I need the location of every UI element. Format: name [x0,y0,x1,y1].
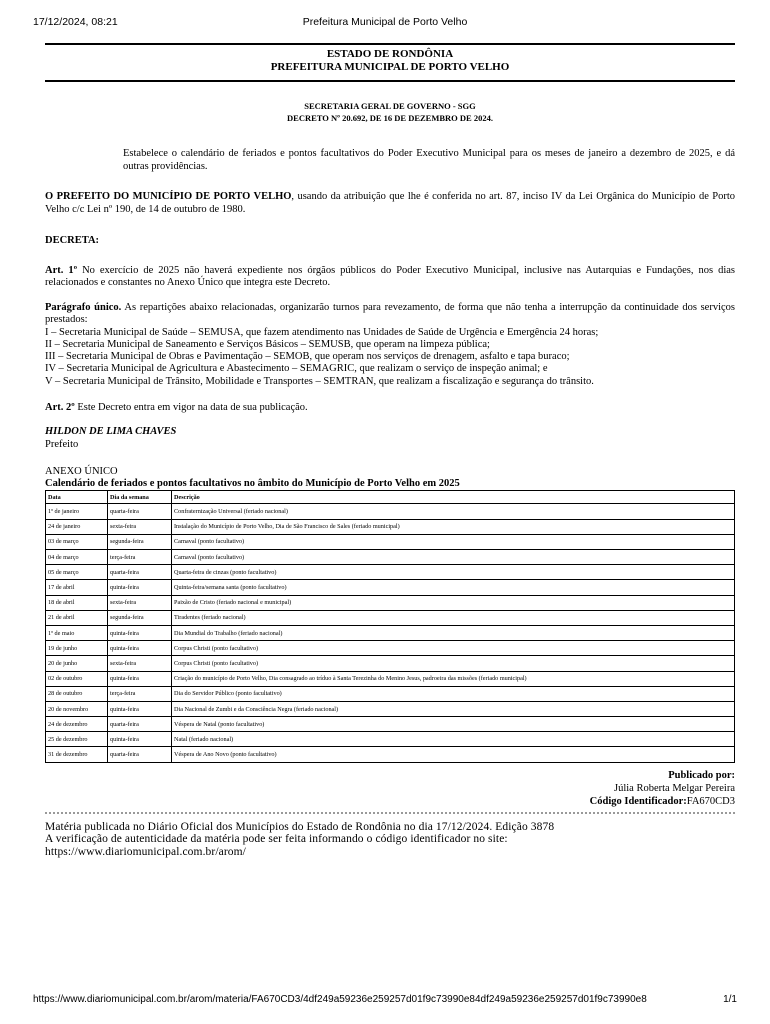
article-1-label: Art. 1º [45,264,78,276]
cell-description: Corpus Christi (ponto facultativo) [172,656,735,671]
table-row [46,610,735,625]
cell-date: 04 de março [46,550,108,565]
signer-name: HILDON DE LIMA CHAVES [45,426,177,438]
table-row [46,565,735,580]
cell-weekday: segunda-feira [108,534,172,549]
diario-line-3: https://www.diariomunicipal.com.br/arom/ [45,845,246,858]
sole-paragraph-text: As repartições abaixo relacionadas, organizarão turnos para revezamento, de forma que não tenha a interrupção da continuidade dos serviços prestados: [45,301,735,325]
intro-rest: , usando da atribuição que lhe é conferida no art. 87, inciso IV da Lei Orgânica do Município de Porto Velho c/c Lei nº 190, de 14 de outubro de 1980. [45,191,736,215]
cell-date: 02 de outubro [46,671,108,686]
decree-heading: DECRETO Nº 20.692, DE 16 DE DEZEMBRO DE 2024. [287,113,493,123]
cell-description: Criação do município de Porto Velho, Dia consagrado ao tríduo à Santa Terezinha do Menino Jesus, padroeira das missões (feriado municipal) [172,671,735,686]
cell-date: 20 de junho [46,656,108,671]
cell-date: 17 de abril [46,580,108,595]
cell-weekday: quinta-feira [108,641,172,656]
list-item: IV – Secretaria Municipal de Agricultura e Abastecimento – SEMAGRIC, que realizam o serviço de inspeção animal; e [45,363,548,375]
table-row [46,641,735,656]
column-header-weekday: Dia da semana [108,491,172,504]
article-2-text: Este Decreto entra em vigor na data de sua publicação. [74,401,308,413]
table-row [46,534,735,549]
diario-line-2: A verificação de autenticidade da matéria pode ser feita informando o código identificador no site: [45,833,508,846]
cell-weekday: sexta-feira [108,656,172,671]
diario-notice [45,821,735,859]
print-title: Prefeitura Municipal de Porto Velho [302,16,468,28]
article-2-label: Art. 2º [45,401,75,413]
holiday-table [45,490,735,762]
table-row [46,504,735,519]
column-header-description: Descrição [172,491,735,504]
cell-description: Dia Mundial do Trabalho (feriado nacional) [172,625,735,640]
publisher-name: Júlia Roberta Melgar Pereira [614,782,735,794]
cell-weekday: quarta-feira [108,565,172,580]
cell-date: 03 de março [46,534,108,549]
cell-date: 24 de janeiro [46,519,108,534]
list-item: V – Secretaria Municipal de Trânsito, Mobilidade e Transportes – SEMTRAN, que realizam a fiscalização e segurança do trânsito. [45,375,594,387]
table-row [46,717,735,732]
cell-description: Natal (feriado nacional) [172,732,735,747]
print-datetime: 17/12/2024, 08:21 [33,16,118,28]
table-row [46,671,735,686]
table-row [46,747,735,762]
publication-info [45,769,735,808]
cell-date: 24 de dezembro [46,717,108,732]
table-row [46,701,735,716]
top-rule [45,43,735,45]
cell-description: Confraternização Universal (feriado nacional) [172,504,735,519]
table-row [46,656,735,671]
table-row [46,519,735,534]
article-2 [45,402,735,415]
decree-summary: Estabelece o calendário de feriados e pontos facultativos do Poder Executivo Municipal para os meses de janeiro a dezembro de 2025, e dá outras providências. [123,148,735,172]
cell-description: Véspera de Ano Novo (ponto facultativo) [172,747,735,762]
cell-date: 31 de dezembro [46,747,108,762]
cell-description: Instalação do Município de Porto Velho, Dia de São Francisco de Sales (feriado municipal) [172,519,735,534]
decreta-label: DECRETA: [45,235,100,246]
list-item: I – Secretaria Municipal de Saúde – SEMUSA, que fazem atendimento nas Unidades de Saúde de Urgência e Emergência 24 horas; [45,326,599,338]
cell-description: Véspera de Natal (ponto facultativo) [172,717,735,732]
secretariat-list [45,327,735,388]
list-item: III – Secretaria Municipal de Obras e Pavimentação – SEMOB, que operam nos serviços de drenagem, asfalto e tapa buraco; [45,351,570,363]
state-heading: ESTADO DE RONDÔNIA [326,48,454,60]
table-row [46,580,735,595]
cell-weekday: terça-feira [108,686,172,701]
cell-date: 1º de janeiro [46,504,108,519]
annex-label: ANEXO ÚNICO [45,466,118,478]
dotted-divider [45,812,735,814]
cell-weekday: quinta-feira [108,701,172,716]
cell-description: Quinta-feira/semana santa (ponto facultativo) [172,580,735,595]
identifier-code: FA670CD3 [686,795,735,807]
table-row [46,550,735,565]
cell-weekday: quinta-feira [108,732,172,747]
cell-weekday: quinta-feira [108,625,172,640]
cell-description: Carnaval (ponto facultativo) [172,534,735,549]
article-1-text: No exercício de 2025 não haverá expediente nos órgãos públicos do Poder Executivo Municipal, inclusive nas Autarquias e Fundações, nos dias relacionados e constantes no Anexo Único que integra este Decreto. [45,264,735,288]
cell-date: 05 de março [46,565,108,580]
intro-bold: O PREFEITO DO MUNICÍPIO DE PORTO VELHO [45,191,292,202]
cell-description: Dia do Servidor Público (ponto facultativo) [172,686,735,701]
cell-weekday: quarta-feira [108,717,172,732]
header-rule [45,80,735,82]
cell-weekday: quinta-feira [108,671,172,686]
cell-date: 18 de abril [46,595,108,610]
cell-description: Tiradentes (feriado nacional) [172,610,735,625]
identifier-label: Código Identificador: [589,795,687,807]
cell-weekday: sexta-feira [108,595,172,610]
prefecture-heading: PREFEITURA MUNICIPAL DE PORTO VELHO [270,61,510,73]
cell-date: 25 de dezembro [46,732,108,747]
cell-date: 20 de novembro [46,701,108,716]
cell-description: Corpus Christi (ponto facultativo) [172,641,735,656]
table-row [46,625,735,640]
cell-date: 1º de maio [46,625,108,640]
intro-paragraph [45,191,735,216]
print-url: https://www.diariomunicipal.com.br/arom/materia/FA670CD3/4df249a59236e259257d01f9c73990e84df249a59236e259257d01f9c73990e8 [33,994,647,1005]
table-row [46,595,735,610]
cell-date: 21 de abril [46,610,108,625]
diario-line-1: Matéria publicada no Diário Oficial dos Municípios do Estado de Rondônia no dia 17/12/2024. Edição 3878 [45,820,555,833]
sole-paragraph [45,302,735,327]
sole-paragraph-label: Parágrafo único. [45,301,122,313]
published-by-label: Publicado por: [668,769,735,781]
cell-weekday: segunda-feira [108,610,172,625]
cell-description: Carnaval (ponto facultativo) [172,550,735,565]
cell-description: Quarta-feira de cinzas (ponto facultativo) [172,565,735,580]
cell-description: Paixão de Cristo (feriado nacional e municipal) [172,595,735,610]
column-header-date: Data [46,491,108,504]
cell-date: 19 de junho [46,641,108,656]
signer-role: Prefeito [45,438,79,450]
cell-weekday: quarta-feira [108,747,172,762]
print-page-number: 1/1 [723,994,737,1005]
cell-weekday: quarta-feira [108,504,172,519]
cell-weekday: terça-feira [108,550,172,565]
annex-title: Calendário de feriados e pontos facultativos no âmbito do Município de Porto Velho em 2025 [45,478,460,490]
identifier-line [45,795,735,808]
table-header-row [46,491,735,504]
table-row [46,732,735,747]
list-item: II – Secretaria Municipal de Saneamento e Serviços Básicos – SEMUSB, que operam na limpeza pública; [45,338,490,350]
cell-description: Dia Nacional de Zumbi e da Consciência Negra (feriado nacional) [172,701,735,716]
article-1 [45,265,735,290]
cell-weekday: sexta-feira [108,519,172,534]
cell-date: 28 de outubro [46,686,108,701]
holiday-table-body [46,504,735,762]
table-row [46,686,735,701]
cell-weekday: quinta-feira [108,580,172,595]
document [45,43,735,858]
secretariat-heading: SECRETARIA GERAL DE GOVERNO - SGG [304,101,476,111]
